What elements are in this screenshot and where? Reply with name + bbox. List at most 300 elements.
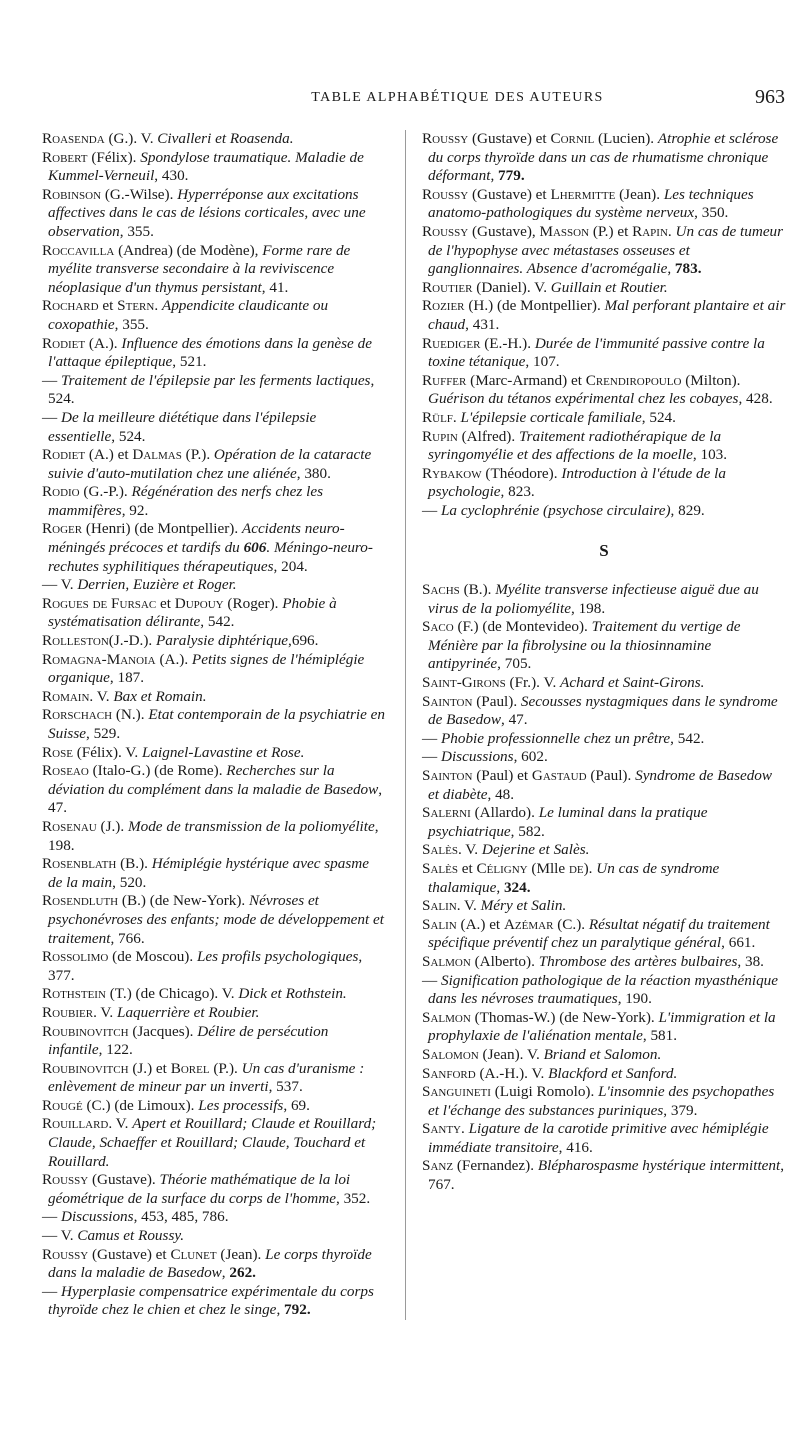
entry-text: — <box>42 408 61 426</box>
work-title: L'insomnie des psychopathes et l'échange des substances puriniques <box>428 1083 775 1119</box>
entry-text: . <box>154 297 162 315</box>
entry-text: , 352. <box>335 1189 371 1207</box>
author-name: Robinson <box>42 185 102 203</box>
index-entry <box>42 1246 385 1283</box>
work-title: Appendicite claudicante ou coxopathie <box>48 297 329 333</box>
right-column <box>422 130 786 1195</box>
entry-text: (N.). <box>112 706 149 724</box>
entry-text: (Gustave) et <box>88 1245 171 1263</box>
entry-text: 779. <box>498 167 525 185</box>
work-title: De la meilleure diététique dans l'épilepsie essentielle <box>48 408 317 445</box>
work-title: Blackford et Sanford. <box>548 1064 678 1082</box>
index-entry <box>422 860 786 897</box>
author-name: Sanz <box>422 1157 454 1175</box>
author-name: Salomon <box>422 1045 479 1063</box>
author-name: Ruediger <box>422 334 481 352</box>
author-name: Rorschach <box>42 706 113 724</box>
entry-text: , 380. <box>296 464 331 482</box>
work-title: Camus et Roussy. <box>77 1227 185 1245</box>
entry-text: (Mlle <box>527 859 569 877</box>
entry-text: , 542. <box>200 613 235 631</box>
author-name: Lhermitte <box>550 185 616 203</box>
index-entry <box>422 804 786 841</box>
index-entry <box>42 1004 385 1023</box>
entry-text: (A.) et <box>85 446 133 464</box>
entry-text: (Fernandez). <box>453 1157 538 1175</box>
entry-text: (Félix). <box>87 148 141 166</box>
entry-text: , 198. <box>48 817 379 854</box>
work-title: Un cas de tumeur de l'hypophyse avec métastases osseuses et ganglionnaires. Absence d'acromégalie <box>428 222 784 278</box>
entry-text: (Paul) et <box>472 767 532 784</box>
index-entry <box>422 130 786 186</box>
author-name: Rochard <box>42 297 99 315</box>
author-name: Sainton <box>422 692 473 710</box>
work-title: Phobie professionnelle chez un prêtre <box>440 729 671 747</box>
author-name: Rolleston <box>42 632 109 650</box>
entry-text: , 767. <box>428 1157 785 1194</box>
index-entry <box>422 297 786 334</box>
entry-text: — <box>422 748 441 766</box>
index-entry <box>422 1120 786 1157</box>
index-entry <box>422 502 786 521</box>
index-entry <box>42 1115 385 1171</box>
entry-text: (Roger). <box>223 594 283 612</box>
entry-text: . V. <box>89 687 114 705</box>
work-title: Théorie mathématique de la loi géométrique de la surface du corps de l'homme <box>48 1171 351 1207</box>
author-name: Sanguineti <box>422 1083 491 1101</box>
entry-text: (Gustave) et <box>468 185 551 203</box>
author-name: Ruffer <box>422 371 467 389</box>
author-name: Roger <box>42 520 83 538</box>
entry-text: (Thomas-W.) (de New-York). <box>470 1008 659 1026</box>
entry-text: 324. <box>503 878 531 896</box>
entry-text: et <box>98 297 118 315</box>
entry-text: (C.) (de Limoux). <box>82 1096 199 1114</box>
author-name: Sachs <box>422 581 460 599</box>
author-name: Santy <box>422 1120 461 1138</box>
work-title: Discussions <box>60 1208 134 1226</box>
index-entry <box>42 1208 385 1227</box>
entry-text: (A.). <box>85 334 122 352</box>
author-name: Roubinovitch <box>42 1022 129 1040</box>
entry-text: , <box>496 878 504 896</box>
entry-text: , <box>667 260 675 278</box>
author-name: Salin <box>422 897 457 915</box>
work-title: Atrophie et sclérose du corps thyroïde dans un cas de rhumatisme chronique déformant <box>428 130 779 185</box>
entry-text: , 705. <box>497 655 532 673</box>
entry-text: , <box>221 1264 230 1282</box>
author-name: Rodiet <box>42 334 86 352</box>
entry-text: — <box>42 1282 61 1300</box>
work-title: Bax et Romain. <box>113 687 207 705</box>
entry-text: , 122. <box>98 1041 133 1059</box>
work-title: Guérison du tétanos expérimental chez les cobayes <box>428 390 739 408</box>
author-name: Rodio <box>42 483 80 501</box>
entry-text: ,696. <box>288 632 319 650</box>
work-title: Ligature de la carotide primitive avec hémiplégie immédiate transitoire <box>428 1120 769 1156</box>
entry-text: , 524. <box>111 427 146 445</box>
entry-text: , 92. <box>121 501 149 519</box>
work-title: Signification pathologique de la réaction myasthénique dans les névroses traumatiques <box>428 971 779 1008</box>
index-entry <box>422 1046 786 1065</box>
index-entry <box>422 1065 786 1084</box>
entry-text: . V. <box>108 1115 133 1133</box>
work-title: Traitement radiothérapique de la syringomyélie et des affections de la moelle <box>428 427 722 464</box>
entry-text: (Jean). <box>216 1245 266 1263</box>
entry-text: (de Moscou). <box>108 948 197 966</box>
author-name: Rosenau <box>42 817 97 835</box>
entry-text: , 377. <box>48 948 363 984</box>
index-entry <box>42 1171 385 1208</box>
index-entry <box>42 1060 385 1097</box>
work-title: Le corps thyroïde dans la maladie de Basedow <box>48 1245 372 1282</box>
author-name: Rülf <box>422 408 453 426</box>
entry-text: (A.) et <box>456 915 504 933</box>
work-title: Délire de persécution infantile <box>48 1022 329 1059</box>
index-entry <box>422 1009 786 1046</box>
entry-text: , <box>276 1301 285 1319</box>
entry-text: , 47. <box>500 711 528 729</box>
work-title: Régénération des nerfs chez les mammifères <box>48 483 323 519</box>
index-entry <box>42 948 385 985</box>
index-entry <box>42 855 385 892</box>
entry-text: (J.) et <box>128 1059 171 1077</box>
entry-text: , 198. <box>570 599 606 617</box>
author-name: Rothstein <box>42 985 106 1003</box>
entry-text: , 521. <box>172 353 207 371</box>
entry-text: , 529. <box>85 725 121 742</box>
index-entry <box>42 706 385 743</box>
work-title: Dejerine et Salès. <box>481 841 590 859</box>
entry-text: (Gustave). <box>88 1171 160 1189</box>
index-entry <box>422 465 786 502</box>
entry-text: et <box>457 859 477 877</box>
author-name: Rosendluth <box>42 892 119 910</box>
work-title: Thrombose des artères bulbaires <box>538 952 738 970</box>
entry-text: 262. <box>229 1264 256 1282</box>
author-name: Rodiet <box>42 446 86 464</box>
entry-text: , 453, 485, 786. <box>133 1208 229 1226</box>
author-name: Romagna-Manoia <box>42 650 156 668</box>
work-title: Accidents neuro-méningés précoces et tardifs du <box>48 520 345 557</box>
author-name: Cornil <box>550 130 595 147</box>
index-entry <box>42 372 385 409</box>
author-name: Salerni <box>422 804 471 822</box>
work-title: Traitement de l'épilepsie par les ferments lactiques <box>60 371 371 389</box>
author-name: Roussy <box>422 185 469 203</box>
author-name: Romain <box>42 687 90 705</box>
entry-text: . V. <box>457 841 482 859</box>
entry-text: , 823. <box>500 483 535 501</box>
entry-text: , 350. <box>694 204 729 222</box>
author-name: Rozier <box>422 297 465 315</box>
entry-text: (G.). V. <box>104 130 158 147</box>
author-name: Clunet <box>170 1245 217 1263</box>
index-entry <box>42 818 385 855</box>
author-name: Roussy <box>42 1245 89 1263</box>
index-entry <box>422 730 786 749</box>
work-title: Etat contemporain de la psychiatrie en Suisse <box>48 706 385 742</box>
index-entry <box>422 841 786 860</box>
entry-text: (B.). <box>459 581 496 599</box>
entry-text: (Andrea) (de Modène), <box>114 241 263 259</box>
work-title: Laquerrière et Roubier. <box>117 1003 260 1021</box>
work-title: L'immigration et la prophylaxie de l'aliénation mentale <box>428 1008 776 1045</box>
entry-text: , 103. <box>692 446 728 464</box>
page-header <box>130 86 785 112</box>
index-entry <box>422 428 786 465</box>
entry-text: (Félix). V. <box>72 743 142 761</box>
index-entry <box>42 762 385 818</box>
entry-text: , 48. <box>487 785 515 803</box>
entry-text: , 190. <box>617 990 652 1008</box>
author-name: Gastaud <box>531 767 587 784</box>
author-name: Azémar <box>503 915 554 933</box>
work-title: Un cas d'uranisme : enlèvement de mineur par un inverti <box>48 1059 365 1096</box>
work-title: Le luminal dans la pratique psychiatrique <box>428 804 708 840</box>
work-title: Petits signes de l'hémiplégie organique <box>48 650 365 687</box>
index-entry <box>422 767 786 804</box>
entry-text: (Jean). V. <box>478 1045 544 1063</box>
entry-text: . <box>667 222 676 240</box>
index-entry <box>422 372 786 409</box>
index-entry <box>42 130 385 149</box>
entry-text: (Allardo). <box>470 804 539 822</box>
index-entry <box>42 892 385 948</box>
entry-text: , 430. <box>154 167 189 185</box>
entry-text: — <box>42 371 61 389</box>
index-entry <box>42 186 385 242</box>
author-name: Masson <box>539 222 590 240</box>
author-name: Salès <box>422 841 458 859</box>
work-title: Hémiplégie hystérique avec spasme de la main <box>48 855 369 891</box>
work-title: Briand et Salomon. <box>543 1045 662 1063</box>
entry-text: , 107. <box>525 353 560 371</box>
entry-text: , 47. <box>48 780 383 817</box>
entry-text: (Luigi Romolo). <box>490 1083 599 1101</box>
entry-text: , 187. <box>109 669 145 687</box>
entry-text: 792. <box>284 1301 311 1319</box>
work-title: Civalleri et Roasenda. <box>157 130 294 147</box>
author-name: Rossolimo <box>42 948 109 966</box>
work-title: L'épilepsie corticale familiale <box>460 408 642 426</box>
index-entry <box>422 916 786 953</box>
entry-text: , 38. <box>737 952 764 970</box>
author-name: Rupin <box>422 427 458 445</box>
page-number: 963 <box>755 86 785 108</box>
author-name: Rapin <box>632 222 668 240</box>
work-title: Mode de transmission de la poliomyélite <box>127 817 375 835</box>
entry-text: (Daniel). V. <box>472 278 551 296</box>
entry-text: (Jean). <box>615 185 664 203</box>
s-entries <box>422 581 786 1195</box>
entry-text: , 661. <box>721 934 756 952</box>
entry-text: — V. <box>42 576 78 594</box>
entry-text: , 416. <box>558 1138 593 1156</box>
entry-text: , 581. <box>642 1027 678 1045</box>
work-title: Hyperréponse aux excitations affectives dans le cas de lésions corticales, avec une observation <box>48 185 366 240</box>
entry-text: , 524. <box>641 408 676 426</box>
entry-text: , 766. <box>110 929 145 947</box>
entry-text: , 537. <box>268 1078 303 1096</box>
author-name: Rouillard <box>42 1115 109 1133</box>
entry-text: — <box>422 501 441 519</box>
author-name: Routier <box>422 278 473 296</box>
entry-text: (Fr.). V. <box>505 674 561 692</box>
work-title: Myélite transverse infectieuse aiguë due au virus de la poliomyélite <box>428 581 759 617</box>
work-title: Guillain et Routier. <box>550 278 668 296</box>
author-name: Robert <box>42 148 88 166</box>
index-entry <box>422 279 786 298</box>
work-title: Résultat négatif du traitement spécifique préventif chez un paralytique général <box>428 915 770 952</box>
entry-text: (Gustave) et <box>468 130 551 147</box>
author-name: Sanford <box>422 1064 476 1082</box>
work-title: Laignel-Lavastine et Rose. <box>141 743 305 761</box>
index-entry <box>42 1227 385 1246</box>
entry-text: , 428. <box>738 390 773 408</box>
entry-text: , 431. <box>465 315 500 333</box>
work-title: Forme rare de myélite transverse secondaire à la reviviscence néoplasique d'un thymus persistant <box>48 241 351 296</box>
author-name: Rogues de Fursac <box>42 594 157 612</box>
work-title: Spondylose traumatique. Maladie de Kummel-Verneuil <box>48 148 364 185</box>
entry-text: (Jacques). <box>128 1022 198 1040</box>
work-title: Phobie à systématisation délirante <box>48 594 337 631</box>
work-title: Méry et Salin. <box>480 897 567 915</box>
section-letter-s: S <box>599 541 609 561</box>
author-name: Roussy <box>42 1171 89 1189</box>
work-title: Derrien, Euzière et Roger. <box>77 576 237 594</box>
entry-text: ). <box>583 859 597 877</box>
author-name: Roubier <box>42 1003 94 1021</box>
entry-text: 783. <box>674 260 702 278</box>
entry-text: , 582. <box>510 822 545 840</box>
entry-text: . V. <box>456 897 481 915</box>
entry-text: (Lucien). <box>594 130 658 147</box>
entry-text: et <box>156 594 175 612</box>
index-entry <box>422 1083 786 1120</box>
work-title: Dick et Rothstein. <box>238 985 347 1003</box>
index-entry <box>422 674 786 693</box>
author-name: Saco <box>422 618 454 636</box>
work-title: Durée de l'immunité passive contre la toxine tétanique <box>428 334 765 371</box>
entry-text: , 355. <box>114 315 149 333</box>
entry-text: , 355. <box>119 222 154 240</box>
index-entry <box>42 1097 385 1116</box>
index-entry <box>42 483 385 520</box>
entry-text: (F.) (de Montevideo). <box>453 618 592 636</box>
index-entry <box>42 985 385 1004</box>
entry-text: . V. <box>93 1003 117 1021</box>
entry-text: (Alfred). <box>457 427 519 445</box>
entry-text: (P.). <box>181 446 214 464</box>
entry-text: (G.-P.). <box>79 483 132 501</box>
entry-text: (Marc-Armand) et <box>466 371 586 389</box>
entry-text: , 379. <box>663 1101 698 1119</box>
index-entry <box>422 618 786 674</box>
entry-text: , 524. <box>48 371 375 408</box>
index-entry <box>42 149 385 186</box>
work-title: La cyclophrénie (psychose circulaire) <box>440 501 671 519</box>
index-entry <box>422 335 786 372</box>
author-name: Rougé <box>42 1096 83 1114</box>
index-entry <box>42 651 385 688</box>
index-entry <box>42 632 385 651</box>
entry-text: . <box>452 408 461 426</box>
index-entry <box>42 576 385 595</box>
index-entry <box>422 223 786 279</box>
entry-text: — <box>422 971 441 989</box>
index-entry <box>42 744 385 763</box>
author-name: Rose <box>42 743 73 761</box>
entry-text: (A.-H.). V. <box>475 1064 549 1082</box>
entry-text: (Théodore). <box>481 464 562 482</box>
work-title: Syndrome de Basedow et diabète <box>428 767 773 803</box>
entry-text: — V. <box>42 1227 78 1245</box>
work-title: 606 <box>243 539 267 557</box>
index-entry <box>42 595 385 632</box>
author-name: Saint-Girons <box>422 674 506 692</box>
author-name: Salmon <box>422 1008 471 1026</box>
author-name: Roubinovitch <box>42 1059 129 1077</box>
index-entry <box>42 297 385 334</box>
index-entry <box>42 446 385 483</box>
work-title: Névroses et psychonévroses des enfants; mode de développement et traitement <box>48 892 384 947</box>
author-name: Rosenblath <box>42 855 117 873</box>
work-title: Secousses nystagmiques dans le syndrome de Basedow <box>428 692 778 729</box>
author-name: Borel <box>170 1059 210 1077</box>
index-entry <box>422 581 786 618</box>
entry-text: (J.-D.). <box>108 632 157 650</box>
author-name: Salmon <box>422 952 471 970</box>
entry-text: (Alberto). <box>470 952 539 970</box>
work-title: Un cas de syndrome thalamique <box>428 859 720 896</box>
author-name: Salin <box>422 915 457 933</box>
author-name: Rybakow <box>422 464 482 482</box>
entry-text: , 542. <box>670 729 705 747</box>
work-title: . Méningo-neuro-rechutes syphilitiques thérapeutiques <box>48 539 373 575</box>
column-divider <box>405 130 406 1320</box>
index-entry <box>422 748 786 767</box>
entry-text: , 602. <box>513 748 548 766</box>
work-title: Traitement du vertige de Ménière par la fibrolysine ou la thiosinnamine antipyrinée <box>428 618 741 673</box>
index-entry <box>422 897 786 916</box>
entry-text: , 520. <box>112 873 147 891</box>
work-title: Discussions <box>440 748 514 766</box>
author-name: Céligny <box>476 859 528 877</box>
entry-text: (C.). <box>553 915 589 933</box>
index-entry <box>42 1283 385 1320</box>
entry-text: (Paul). <box>472 692 521 710</box>
work-title: Paralysie diphtérique <box>156 632 289 650</box>
entry-text: — <box>422 729 441 747</box>
work-title: Les profils psychologiques <box>196 948 359 966</box>
work-title: Mal perforant plantaire et air chaud <box>428 297 786 333</box>
left-column <box>42 130 385 1320</box>
author-name: Roccavilla <box>42 241 115 259</box>
running-title: TABLE ALPHABÉTIQUE DES AUTEURS <box>311 90 604 105</box>
author-name: de <box>568 859 584 877</box>
index-entry <box>422 186 786 223</box>
work-title: Apert et Rouillard; Claude et Rouillard; Claude, Schaeffer et Rouillard; Claude, Touchard et Rouillard. <box>48 1115 377 1170</box>
index-entry <box>422 972 786 1009</box>
author-name: Sainton <box>422 767 473 784</box>
work-title: Les processifs <box>198 1096 284 1114</box>
entry-text: (Italo-G.) (de Rome). <box>88 762 227 780</box>
author-name: Roasenda <box>42 130 105 147</box>
work-title: Introduction à l'étude de la psychologie <box>428 464 726 501</box>
index-entry <box>42 409 385 446</box>
author-name: Dalmas <box>132 446 182 464</box>
